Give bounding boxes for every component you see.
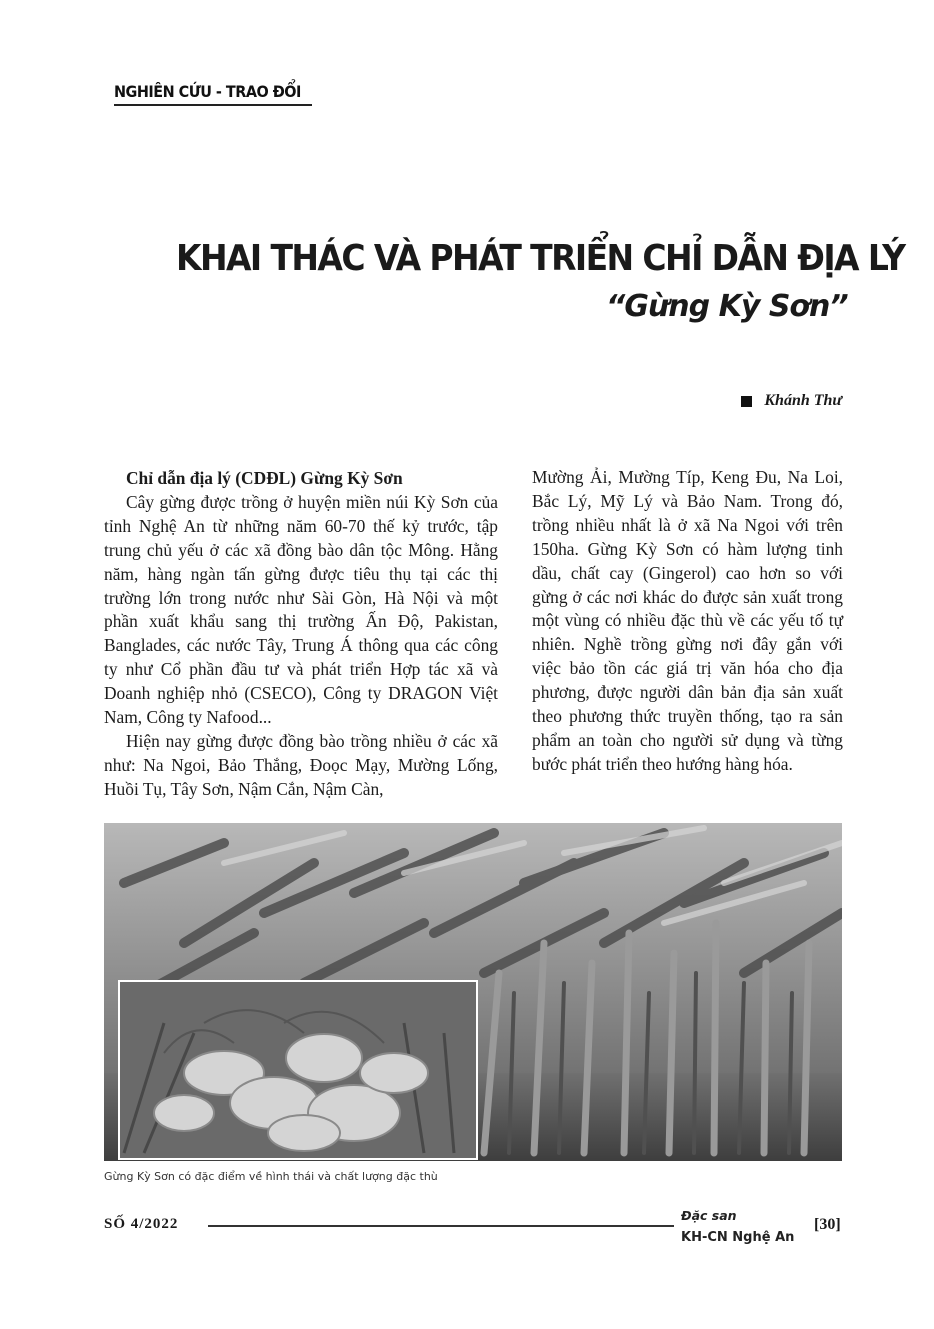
author-byline: [741, 392, 842, 410]
issue-number: SỐ 4/2022: [104, 1216, 179, 1232]
section-underline: [114, 104, 312, 106]
footer-rule: [208, 1225, 674, 1227]
text-column-right: [532, 466, 843, 777]
ginger-field-photo: [104, 823, 842, 1161]
publication-name-line1: Đặc san: [681, 1208, 737, 1223]
ginger-root-inset: [119, 981, 477, 1159]
square-bullet-icon: [741, 396, 752, 407]
subheading: Chỉ dẫn địa lý (CDĐL) Gừng Kỳ Sơn: [126, 468, 403, 488]
author-name: Khánh Thư: [764, 392, 842, 409]
paragraph-1: Cây gừng được trồng ở huyện miền núi Kỳ Sơn của tỉnh Nghệ An từ những năm 60-70 thế kỷ trước, tập trung chủ yếu ở các xã đồng bào dân tộc Mông. Hằng năm, hàng ngàn tấn gừng được tiêu thụ tại các thị trường lớn trong nước như Sài Gòn, Hà Nội và một phần xuất khẩu sang thị trường Ấn Độ, Pakistan, Banglades, các nước Tây, Trung Á thông qua các công ty như Cổ phần đầu tư và phát triển Hợp tác xã và Doanh nghiệp nhỏ (CSECO), Công ty DRAGON Việt Nam, Công ty Nafood...: [104, 491, 498, 728]
article-title: KHAI THÁC VÀ PHÁT TRIỂN CHỈ DẪN ĐỊA LÝ: [176, 236, 905, 279]
publication-name-line2: KH-CN Nghệ An: [681, 1230, 795, 1245]
page-number: [30]: [814, 1216, 841, 1233]
text-column-left: [104, 467, 498, 802]
section-label: NGHIÊN CỨU - TRAO ĐỔI: [114, 82, 301, 101]
photo-caption: Gừng Kỳ Sơn có đặc điểm về hình thái và chất lượng đặc thù: [104, 1170, 438, 1183]
paragraph-3: Mường Ải, Mường Típ, Keng Đu, Na Loi, Bắc Lý, Mỹ Lý và Bảo Nam. Trong đó, trồng nhiều nhất là ở xã Na Ngoi với trên 150ha. Gừng Kỳ Sơn có hàm lượng tinh dầu, chất cay (Gingerol) cao hơn so với gừng ở các nơi khác do được sản xuất trong một vùng có nhiều đặc thù về các yếu tố tự nhiên. Nghề trồng gừng nơi đây gắn với việc bảo tồn các giá trị văn hóa cho địa phương, được người dân bản địa sản xuất theo phương thức truyền thống, tạo ra sản phẩm an toàn cho người sử dụng và từng bước phát triển theo hướng hàng hóa.: [532, 467, 843, 774]
article-title-subject: “Gừng Kỳ Sơn”: [606, 289, 848, 324]
paragraph-2: Hiện nay gừng được đồng bào trồng nhiều ở các xã như: Na Ngoi, Bảo Thắng, Đoọc Mạy, Mường Lống, Huồi Tụ, Tây Sơn, Nậm Cắn, Nậm Càn,: [104, 730, 498, 799]
